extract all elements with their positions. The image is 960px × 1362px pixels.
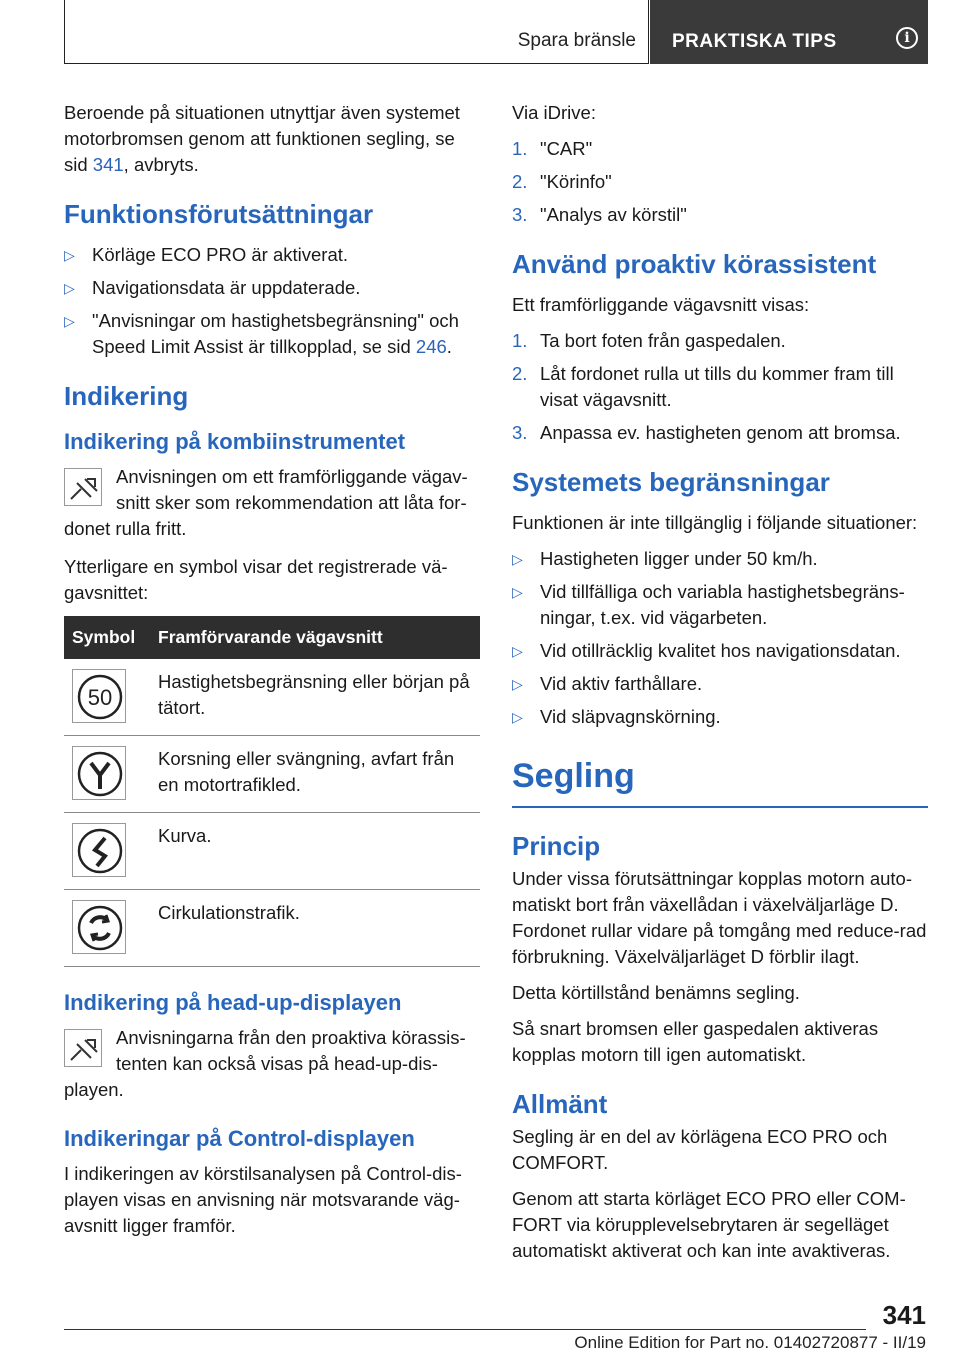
list-item [512,136,928,162]
triangle-bullet-icon: ▷ [512,643,523,659]
hud-tip [64,1025,480,1103]
table-cell-text: Kurva. [150,813,480,890]
triangle-bullet-icon: ▷ [512,584,523,600]
step-number: 2. [512,171,528,192]
list-item [64,242,480,268]
step-text: "Körinfo" [540,171,612,192]
list-item [512,704,928,730]
hud-tip-text: Anvisningarna från den proaktiva körassis-tenten kan också visas på head-up-dis- [116,1027,466,1074]
curve-icon [72,823,126,877]
hud-tip-tail: playen. [64,1079,124,1100]
conditions-heading: Funktionsförutsättningar [64,199,374,229]
coasting-heading: Segling [512,754,928,808]
cluster-heading: Indikering på kombiinstrumentet [64,429,406,454]
limits-heading: Systemets begränsningar [512,467,830,497]
use-intro: Ett framförliggande vägavsnitt visas: [512,294,810,315]
cluster-tip-tail: donet rulla fritt. [64,518,187,539]
table-row [64,736,480,813]
principle-heading: Princip [512,831,601,861]
list-item-text: Vid släpvagnskörning. [540,706,721,727]
step-text: Låt fordonet rulla ut tills du kommer fram till visat vägavsnitt. [540,363,894,410]
column-header-section: Framförvarande vägavsnitt [150,616,480,659]
control-paragraph: I indikeringen av körstilsanalysen på Control-dis-playen visas en anvisning när motsvarande väg-avsnitt ligger framför. [64,1163,462,1236]
list-item [512,546,928,572]
principle-paragraph-3: Så snart bromsen eller gaspedalen aktiveras kopplas motorn till igen automatiskt. [512,1018,879,1065]
control-heading: Indikeringar på Control-displayen [64,1126,415,1151]
list-item-text: Vid otillräcklig kvalitet hos navigationsdatan. [540,640,901,661]
list-item [512,579,928,631]
conditions-list [64,242,480,360]
right-column [512,100,928,1274]
general-paragraph-2: Genom att starta körläget ECO PRO eller COM-FORT via körupplevelsebrytaren är segelläget automatiskt aktiverat och kan inte avaktiveras. [512,1188,906,1261]
table-cell-text: Korsning eller svängning, avfart från en motortrafikled. [150,736,480,813]
speed-limit-50-icon [72,669,126,723]
table-cell-icon [64,659,150,736]
table-cell-icon [64,813,150,890]
list-item-text: Körläge ECO PRO är aktiverat. [92,244,349,265]
list-item [64,275,480,301]
table-cell-text: Hastighetsbegränsning eller början på tätort. [150,659,480,736]
intro-text-end: , avbryts. [123,154,199,175]
cluster-tip [64,464,480,542]
list-item [512,638,928,664]
principle-paragraph-1: Under vissa förutsättningar kopplas motorn auto-matiskt bort från växellådan i växelväljarläge D. Fordonet rullar vidare på tomgång med reduce-rad förbrukning. Växelväljarläget D förblir ilagt. [512,868,927,967]
table-row [64,813,480,890]
chapter-title: PRAKTISKA TIPS [672,31,837,52]
speed-limit-value: 50 [87,685,113,710]
column-header-symbol: Symbol [64,616,150,659]
list-item [512,328,928,354]
step-number: 1. [512,330,528,351]
tip-block [64,1025,480,1077]
step-text: "Analys av körstil" [540,204,687,225]
left-column [64,100,480,1249]
limits-list [512,546,928,730]
table-header-row [64,616,480,659]
limits-intro: Funktionen är inte tillgänglig i följande situationer: [512,512,918,533]
list-item [512,420,928,446]
roundabout-icon [72,900,126,954]
table-row [64,890,480,967]
triangle-bullet-icon: ▷ [512,709,523,725]
step-text: "CAR" [540,138,593,159]
table-cell-icon [64,736,150,813]
step-text: Ta bort foten från gaspedalen. [540,330,786,351]
list-item-text: "Anvisningar om hastighetsbegränsning" och Speed Limit Assist är tillkopplad, se sid [92,310,459,357]
list-item [512,202,928,228]
step-number: 3. [512,422,528,443]
step-number: 1. [512,138,528,159]
table-cell-text: Cirkulationstrafik. [150,890,480,967]
symbol-table [64,616,480,967]
page-header [64,0,928,64]
general-paragraph-1: Segling är en del av körlägena ECO PRO och COMFORT. [512,1126,888,1173]
indication-heading: Indikering [64,381,189,411]
edition-note: Online Edition for Part no. 01402720877 - II/19 [574,1333,926,1352]
section-title: Spara bränsle [517,30,636,51]
chapter-tab [650,0,928,64]
tip-block [64,464,480,516]
list-item-text: Navigationsdata är uppdaterade. [92,277,361,298]
triangle-bullet-icon: ▷ [512,551,523,567]
footer-divider [64,1329,866,1330]
road-warning-icon [64,1029,102,1067]
triangle-bullet-icon: ▷ [64,280,75,296]
cluster-tip-text: Anvisningen om ett framförliggande vägav-snitt sker som rekommendation att låta for- [116,466,468,513]
list-item-text: Vid aktiv farthållare. [540,673,703,694]
use-steps [512,328,928,446]
step-number: 2. [512,363,528,384]
use-heading: Använd proaktiv körassistent [512,249,877,279]
step-text: Anpassa ev. hastigheten genom att bromsa. [540,422,901,443]
page-number: 341 [882,1300,926,1330]
hud-heading: Indikering på head-up-displayen [64,990,402,1015]
symbol-intro: Ytterligare en symbol visar det registrerade vä-gavsnittet: [64,556,448,603]
idrive-steps [512,136,928,228]
list-item-text-end: . [446,336,452,357]
intro-text: Beroende på situationen utnyttjar även systemet motorbromsen genom att funktionen segling, se sid [64,102,460,175]
list-item [512,361,928,413]
page-link-246[interactable]: 246 [415,336,447,357]
principle-paragraph-2: Detta körtillstånd benämns segling. [512,982,800,1003]
list-item [512,671,928,697]
triangle-bullet-icon: ▷ [512,676,523,692]
junction-icon [72,746,126,800]
list-item-text: Vid tillfälliga och variabla hastighetsbegräns-ningar, t.ex. vid vägarbeten. [540,581,905,628]
list-item [512,169,928,195]
info-icon: i [896,27,918,49]
idrive-label: Via iDrive: [512,102,596,123]
road-warning-icon [64,468,102,506]
triangle-bullet-icon: ▷ [64,247,75,263]
step-number: 3. [512,204,528,225]
list-item-text: Hastigheten ligger under 50 km/h. [540,548,818,569]
page-link-341[interactable]: 341 [92,154,124,175]
intro-paragraph [64,100,480,178]
general-heading: Allmänt [512,1089,608,1119]
table-cell-icon [64,890,150,967]
table-row [64,659,480,736]
triangle-bullet-icon: ▷ [64,313,75,329]
list-item [64,308,480,360]
